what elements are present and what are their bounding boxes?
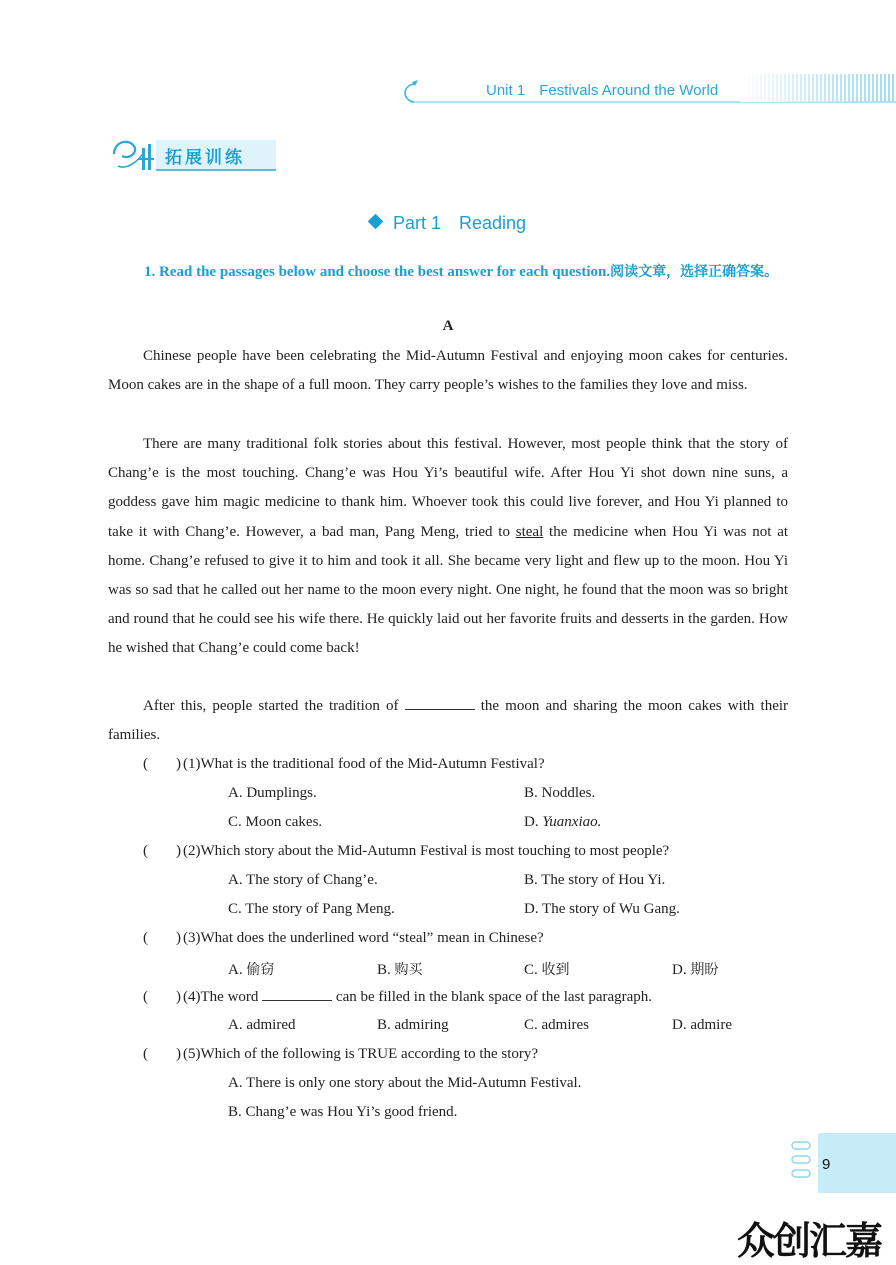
instruction: 1. Read the passages below and choose the best answer for each question.阅读文章，选择正确答案。: [144, 264, 779, 280]
answer-bracket[interactable]: ( ): [143, 843, 181, 859]
option-d[interactable]: D. The story of Wu Gang.: [524, 901, 680, 917]
option-b[interactable]: B. The story of Hou Yi.: [524, 872, 666, 888]
option-d[interactable]: D. admire: [672, 1017, 732, 1033]
part-name: Reading: [458, 213, 527, 233]
question-number: (1): [183, 756, 201, 772]
answer-blank: [405, 697, 475, 710]
question-3: [143, 930, 544, 947]
paragraph-2: There are many traditional folk stories about this festival. However, most people think that the story of Chang’e is the most touching. Chang’e was Hou Yi’s beautiful wife. After Hou Yi shot down nine suns, a goddess gave him magic medicine to thank him. Whoever took this could live forever, and Hou Yi planned to take it with Chang’e. However, a bad man, Pang Meng, tried to steal the medicine when Hou Yi was not at home. Chang’e refused to give it to him and took it all. She became very light and flew up to the moon. Hou Yi was so sad that he called out her name to the moon every night. One night, he found that the moon was so bright and round that he could see his wife there. He quickly laid out her favorite fruits and desserts in the garden. How he wished that Chang’e could come back!: [108, 436, 789, 657]
instruction-english: Read the passages below and choose the best answer for each question.: [159, 264, 611, 280]
question-2: [143, 843, 669, 860]
option-a[interactable]: A. There is only one story about the Mid-Autumn Festival.: [228, 1075, 582, 1091]
question-4: ( ) (4)The word can be filled in the blank space of the last paragraph.: [143, 989, 653, 1005]
part-heading: [0, 213, 896, 234]
instruction-number: 1: [144, 264, 152, 280]
running-header: [486, 82, 718, 99]
question-number: (4): [183, 989, 201, 1005]
option-a[interactable]: A. 偷窃: [228, 962, 275, 978]
answer-bracket[interactable]: ( ): [143, 756, 181, 772]
instruction-chinese: 阅读文章，选择正确答案。: [610, 264, 779, 280]
question-text: Which story about the Mid-Autumn Festival is most touching to most people?: [200, 843, 670, 859]
unit-title: Festivals Around the World: [539, 82, 719, 99]
passage-label: A: [442, 318, 454, 334]
paragraph-3: After this, people started the tradition of the moon and sharing the moon cakes with their families.: [108, 698, 789, 744]
section-title: 拓展训练: [165, 148, 245, 168]
question-text: What is the traditional food of the Mid-Autumn Festival?: [200, 756, 545, 772]
question-text: What does the underlined word “steal” mean in Chinese?: [200, 930, 544, 946]
question-5: [143, 1046, 538, 1063]
option-a[interactable]: A. Dumplings.: [228, 785, 317, 801]
page-number: 9: [822, 1156, 831, 1173]
option-b[interactable]: B. admiring: [377, 1017, 449, 1033]
option-d[interactable]: D. 期盼: [672, 962, 719, 978]
question-1: [143, 756, 545, 773]
underlined-word: steal: [515, 523, 544, 540]
option-c[interactable]: C. The story of Pang Meng.: [228, 901, 395, 917]
option-a[interactable]: A. admired: [228, 1017, 296, 1033]
option-c[interactable]: C. 收到: [524, 962, 570, 978]
option-b[interactable]: B. 购买: [377, 962, 423, 978]
question-number: (3): [183, 930, 201, 946]
diamond-icon: [368, 214, 384, 230]
paragraph-1: Chinese people have been celebrating the Mid-Autumn Festival and enjoying moon cakes for centuries. Moon cakes are in the shape of a full moon. They carry people’s wishes to the families they love and miss.: [108, 348, 788, 394]
part-number: Part 1: [392, 213, 441, 233]
answer-bracket[interactable]: ( ): [143, 1046, 181, 1062]
option-b[interactable]: B. Chang’e was Hou Yi’s good friend.: [228, 1104, 458, 1120]
binder-rings-icon: [790, 1138, 814, 1190]
answer-bracket[interactable]: ( ): [143, 989, 181, 1005]
answer-blank: [262, 988, 332, 1001]
question-number: (2): [183, 843, 201, 859]
option-d[interactable]: D. Yuanxiao.: [524, 814, 602, 830]
question-text: Which of the following is TRUE according to the story?: [200, 1046, 539, 1062]
question-number: (5): [183, 1046, 201, 1062]
option-b[interactable]: B. Noddles.: [524, 785, 596, 801]
option-c[interactable]: C. Moon cakes.: [228, 814, 323, 830]
option-a[interactable]: A. The story of Chang’e.: [228, 872, 378, 888]
answer-bracket[interactable]: ( ): [143, 930, 181, 946]
option-c[interactable]: C. admires: [524, 1017, 589, 1033]
watermark: 众创汇嘉: [737, 1219, 882, 1263]
unit-label: Unit 1: [486, 82, 526, 99]
